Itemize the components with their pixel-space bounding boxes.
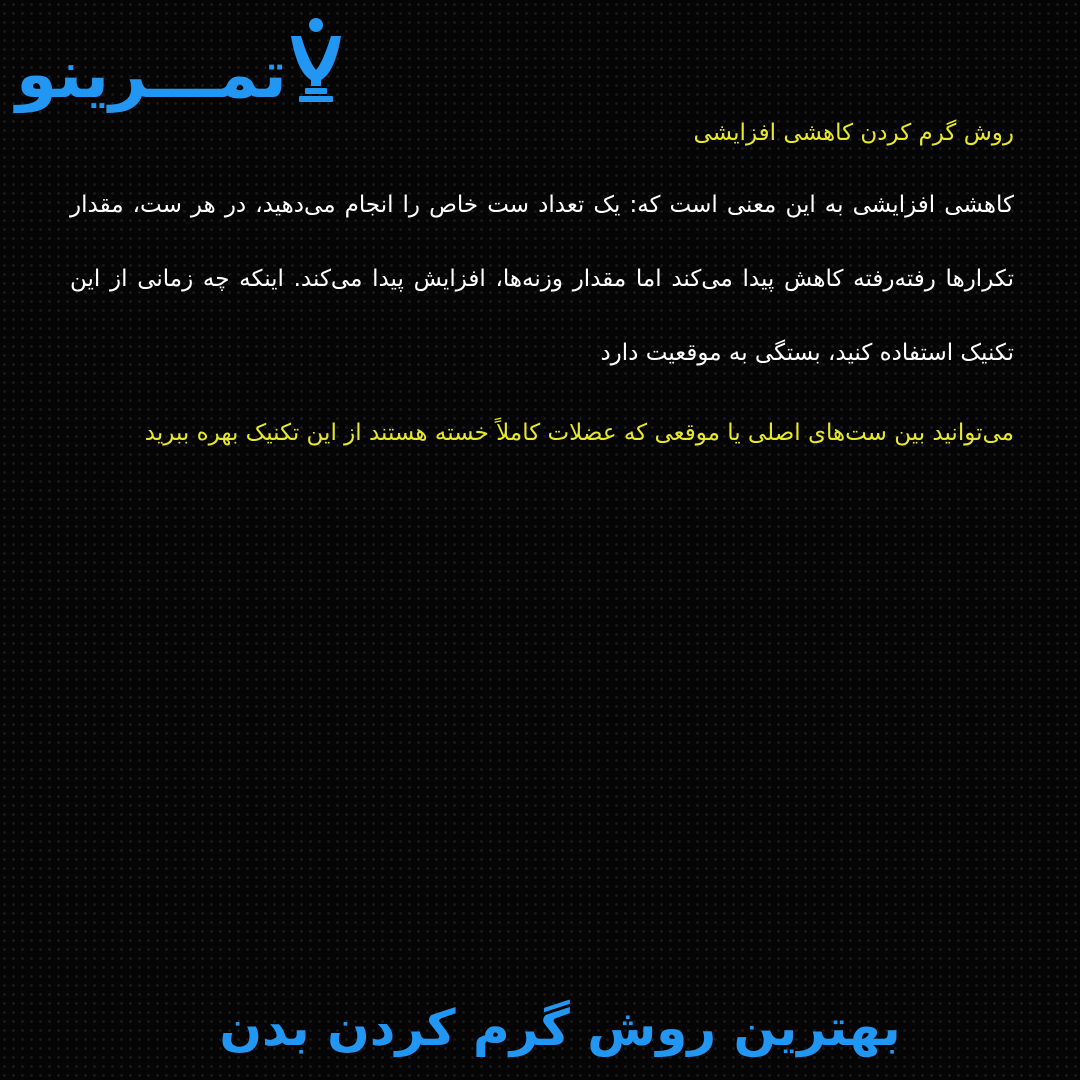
footer-title: بهترین روش گرم کردن بدن: [219, 999, 901, 1057]
brand-logo: [16, 8, 351, 113]
article-paragraph: کاهشی افزایشی به این معنی است که: یک تعداد ست خاص را انجام می‌دهید، در هر ست، مقدار تکرارها رفته‌رفته کاهش پیدا می‌کند اما مقدار وزنه‌ها، افزایش پیدا می‌کند. اینکه چه زمانی از این تکنیک استفاده کنید، بستگی به موقعیت دارد: [70, 192, 1014, 366]
article-heading: روش گرم کردن کاهشی افزایشی: [693, 120, 1014, 146]
article-body: [70, 98, 1014, 474]
brand-wordmark: تمـــرینو: [16, 36, 287, 113]
trophy-logo-icon: [287, 16, 345, 108]
article-highlight-paragraph: می‌توانید بین ست‌های اصلی یا موقعی که عضلات کاملاً خسته هستند از این تکنیک بهره ببرید: [144, 420, 1014, 446]
